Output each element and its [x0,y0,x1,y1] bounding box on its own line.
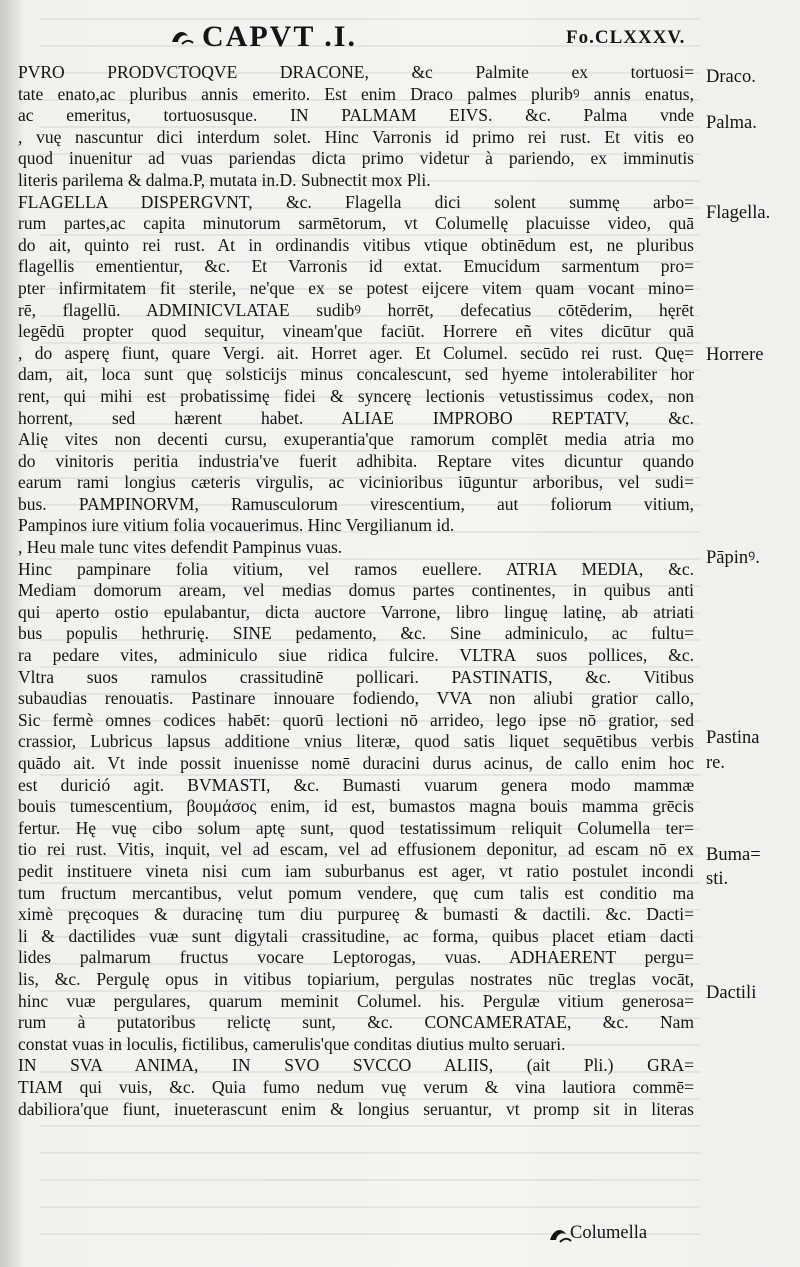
margin-note-flagella: Flagella. [706,203,771,223]
text-line: li & dactilides vuæ sunt digytali crassitudine, ac forma, quibus placet etiam dacti [18,925,694,946]
text-line: do vinitoris peritia industria've fuerit adhibita. Reptare vites dicuntur quando [18,450,694,471]
margin-note-dactili: Dactili [706,983,757,1003]
text-line: Pampinos iure vitium folia vocauerimus. Hinc Vergilianum id. [18,515,455,536]
margin-note-pampinus: Pāpinꝰ. [706,548,760,568]
text-line: Alię vites non decenti cursu, exuperantia'que ramorum complēt media atria mo [18,429,694,450]
text-line: horrent, sed hærent habet. ALIAE IMPROBO REPTATV, &c. [18,407,694,428]
text-line: pter infirmitatem fit sterile, ne'que ex se potest eijcere vitem quam vocant mino= [18,277,694,298]
text-line: , vuę nascuntur dici interdum solet. Hinc Varronis id primo rei rust. Et vitis eo [18,126,694,147]
text-line: fertur. Hę vuę cibo solum aptę sunt, quod testatissimum reliquit Columella ter= [18,817,694,838]
text-line: est durició agit. BVMASTI, &c. Bumasti vuarum genera modo mammæ [18,774,694,795]
text-line: quod inuenitur ad vuas pariendas dicta primo videtur à pariendo, ex imminutis [18,148,694,169]
text-line: IN SVA ANIMA, IN SVO SVCCO ALIIS, (ait Pli.) GRA= [18,1055,694,1076]
running-header [0,18,700,58]
text-line: , do asperę fiunt, quare Vergi. ait. Horret ager. Et Columel. secūdo rei rust. Quę= [18,342,694,363]
margin-note-bumasti-1: Buma= [706,845,761,865]
text-line: legēdū propter quod sequitur, vineam'que faciūt. Horrere eñ vites dicūtur quā [18,321,694,342]
text-line: crassior, Lubricus lapsus additione vnius literæ, quod satis liquet sequētibus verbis [18,731,694,752]
text-line: tum fructum mercantibus, velut pomum vendere, quę cum talis est conditio ma [18,882,694,903]
text-line: dam, ait, loca sunt quę solsticijs minus concalescunt, sed hyeme intolerabiliter hor [18,364,694,385]
margin-note-draco: Draco. [706,67,756,87]
margin-note-pastinare-1: Pastina [706,728,760,748]
text-line: FLAGELLA DISPERGVNT, &c. Flagella dici solent summę arbo= [18,191,694,212]
text-line: qui aperto ostio epulabantur, dicta auctore Varrone, libro linguę latinę, ab atriati [18,601,694,622]
text-line: do ait, quinto rei rust. At in ordinandis vitibus vtique obtinēdum est, ne pluribus [18,234,694,255]
text-line: tio rei rust. Vitis, inquit, vel ad escam, vel ad effusionem deponitur, ad escam nō ex [18,839,694,860]
text-line: subaudias renouatis. Pastinare innouare fodiendo, VVA non aliubi gratior callo, [18,688,694,709]
text-line: Sic fermè omnes codices habēt: quorū lectioni nō arrideo, lego ipse nō gratior, sed [18,709,694,730]
text-line: Vltra suos ramulos crassitudinē pollicari. PASTINATIS, &c. Vitibus [18,666,694,687]
text-line: lis, &c. Pergulę opus in vitibus topiarium, pergulas nostrates nūc treglas vocāt, [18,968,694,989]
text-line: rē, flagellū. ADMINICVLATAE sudibꝰ horrēt, defecatius cōtēderim, hęrēt [18,299,694,320]
chapter-title: CAPVT .I. [202,20,357,53]
text-line: rum partes,ac capita minutorum sarmētorum, vt Columellę placuisse video, quā [18,213,694,234]
text-line: Mediam domorum aream, vel medias domus partes continentes, in quibus anti [18,580,694,601]
text-line: tate enato,ac pluribus annis emerito. Est enim Draco palmes pluribꝰ annis enatus, [18,83,694,104]
text-line: pedit instituere vineta nisi cum iam suburbanus est ager, vt ratio postulet incondi [18,860,694,881]
fleuron-icon [170,28,194,46]
text-line: ra pedare vites, adminiculo siue ridica fulcire. VLTRA suos pollices, &c. [18,645,694,666]
margin-note-bumasti-2: sti. [706,869,729,889]
margin-note-pastinare-2: re. [706,753,725,773]
text-line: rum à putatoribus relictę sunt, &c. CONCAMERATAE, &c. Nam [18,1012,694,1033]
text-line: quādo ait. Vt inde possit inuenisse nomē duracini durus acinus, de callo enim hoc [18,753,694,773]
catchword: Columella [570,1223,648,1243]
margin-note-palma: Palma. [706,113,757,133]
text-line: Hinc pampinare folia vitium, vel ramos euellere. ATRIA MEDIA, &c. [18,558,694,579]
marginal-notes [706,0,800,1267]
text-line: PVRO PRODVCTOQVE DRACONE, &c Palmite ex tortuosi= [18,62,694,82]
text-line: ximè pręcoques & duracinę tum diu purpureę & bumasti & dactili. &c. Dacti= [18,904,694,925]
text-line: literis parilema & dalma.P, mutata in.D. Subnectit mox Pli. [18,169,431,190]
fleuron-icon [548,1226,572,1244]
margin-note-horrere: Horrere [706,345,764,365]
text-line: TIAM qui vuis, &c. Quia fumo nedum vuę verum & vina lautiora commē= [18,1076,694,1097]
folio-number: Fo.CLXXXV. [566,27,686,48]
text-line: ac emeritus, tortuosusque. IN PALMAM EIVS. &c. Palma vnde [18,105,694,126]
text-line: dabiliora'que fiunt, inueterascunt enim & longius seruantur, vt promp sit in literas [18,1098,694,1119]
text-line: hinc vuæ pergulares, quarum meminit Columel. his. Pergulæ vitium generosa= [18,990,694,1011]
text-line: bus populis hethrurię. SINE pedamento, &c. Sine adminiculo, ac fultu= [18,623,694,644]
text-line: earum rami longius cæteris virgulis, ac vicinioribus iūguntur arboribus, vel sudi= [18,472,694,493]
text-line: lides palmarum fructus vocare Leptorogas, vuas. ADHAERENT pergu= [18,947,694,968]
text-line: constat vuas in loculis, fictilibus, camerulis'que conditas diutius multo seruari. [18,1033,566,1054]
text-line: bouis tumescentium, βουμάσος enim, id est, bumastos magna bouis mamma grēcis [18,796,694,817]
text-line: bus. PAMPINORVM, Ramusculorum virescentium, aut foliorum vitium, [18,493,694,514]
text-line: flagellis ementientur, &c. Et Varronis id extat. Emucidum sarmentum pro= [18,256,694,277]
main-text-column [18,62,694,1120]
text-line: rent, qui mihi est probatissimę fidei & syncerę lectionis vetustissimus codex, non [18,385,694,406]
verse-quotation: , Heu male tunc vites defendit Pampinus vuas. [18,537,343,558]
